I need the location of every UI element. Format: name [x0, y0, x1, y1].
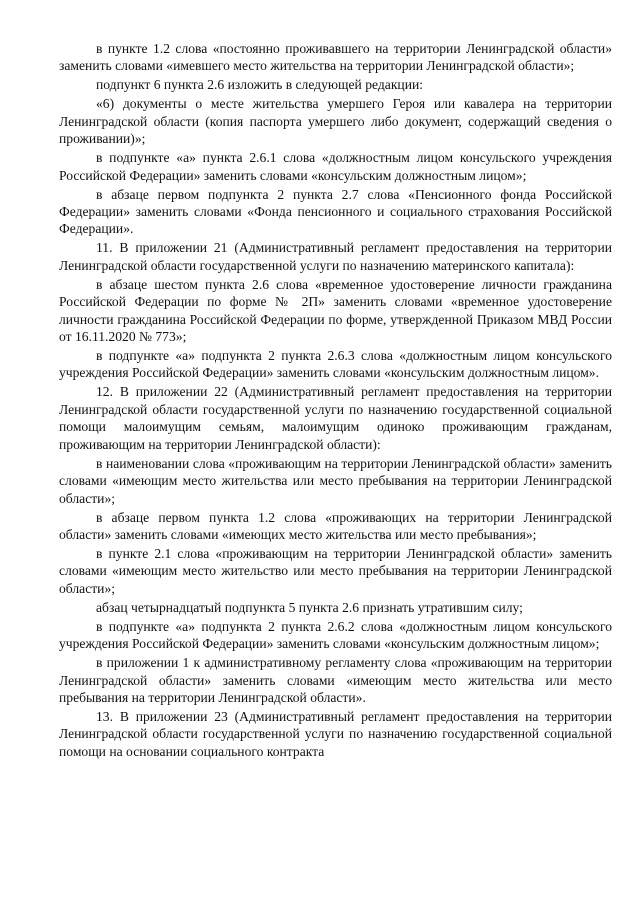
- paragraph-item-1-2-change: в пункте 1.2 слова «постоянно проживавшего на территории Ленинградской области» заменить словами «имевшего место жительства на территории Ленинградской области»;: [59, 41, 612, 74]
- paragraph-repeal-abzac: абзац четырнадцатый подпункта 5 пункта 2.6 признать утратившим силу;: [96, 599, 523, 615]
- paragraph-section-12: 12. В приложении 22 (Административный регламент предоставления на территории Ленинградской области государственной услуги по назначению государственной социальной помощи малоимущим семьям, малоимущим одиноко проживающим гражданам, проживающим на территории Ленинградской области):: [59, 384, 612, 452]
- paragraph-2-6-2-change: в подпункте «а» подпункта 2 пункта 2.6.2 слова «должностным лицом консульского учреждения Российской Федерации» заменить словами «консульским должностным лицом»;: [59, 618, 612, 652]
- paragraph-section-11: 11. В приложении 21 (Административный регламент предоставления на территории Ленинградской области государственной услуги по назначению материнского капитала):: [59, 240, 612, 273]
- paragraph-2-1-change: в пункте 2.1 слова «проживающим на территории Ленинградской области» заменить словами «имеющим место жительство или место пребывания на территории Ленинградской области»;: [59, 545, 612, 596]
- paragraph-subitem-6-intro: подпункт 6 пункта 2.6 изложить в следующей редакции:: [96, 77, 424, 93]
- paragraph-2-6-sixth-abzac: в абзаце шестом пункта 2.6 слова «временное удостоверение личности гражданина Российской Федерации по форме № 2П» заменить словами «временное удостоверение личности гражданина Российской Федерации по форме, утвержденной Приказом МВД России от 16.11.2020 № 773»;: [59, 276, 612, 345]
- paragraph-section-13: 13. В приложении 23 (Административный регламент предоставления на территории Ленинградской области государственной услуги по назначению государственной социальной помощи на основании социального контракта: [59, 708, 612, 759]
- paragraph-subitem-6-text: «6) документы о месте жительства умершего Героя или кавалера на территории Ленинградской области (копия паспорта умершего либо документ, содержащий сведения о проживании)»;: [59, 96, 612, 147]
- paragraph-appendix-1-change: в приложении 1 к административному регламенту слова «проживающим на территории Ленинградской области» заменить словами «имеющим место жительства или место пребывания на территории Ленинградской области».: [59, 655, 612, 705]
- paragraph-2-6-3-change: в подпункте «а» подпункта 2 пункта 2.6.3 слова «должностным лицом консульского учреждения Российской Федерации» заменить словами «консульским должностным лицом».: [59, 348, 612, 381]
- paragraph-2-7-change: в абзаце первом подпункта 2 пункта 2.7 слова «Пенсионного фонда Российской Федерации» заменить словами «Фонда пенсионного и социального страхования Российской Федерации».: [59, 186, 612, 237]
- document-body: [59, 40, 612, 762]
- paragraph-2-6-1-change: в подпункте «а» пункта 2.6.1 слова «должностным лицом консульского учреждения Российской Федерации» заменить словами «консульским должностным лицом»;: [59, 150, 612, 183]
- paragraph-title-change: в наименовании слова «проживающим на территории Ленинградской области» заменить словами «имеющим место жительства или место пребывания на территории Ленинградской области»;: [59, 455, 612, 506]
- paragraph-1-2-first-abzac: в абзаце первом пункта 1.2 слова «проживающих на территории Ленинградской области» заменить словами «имеющих место жительства или место пребывания»;: [59, 509, 612, 542]
